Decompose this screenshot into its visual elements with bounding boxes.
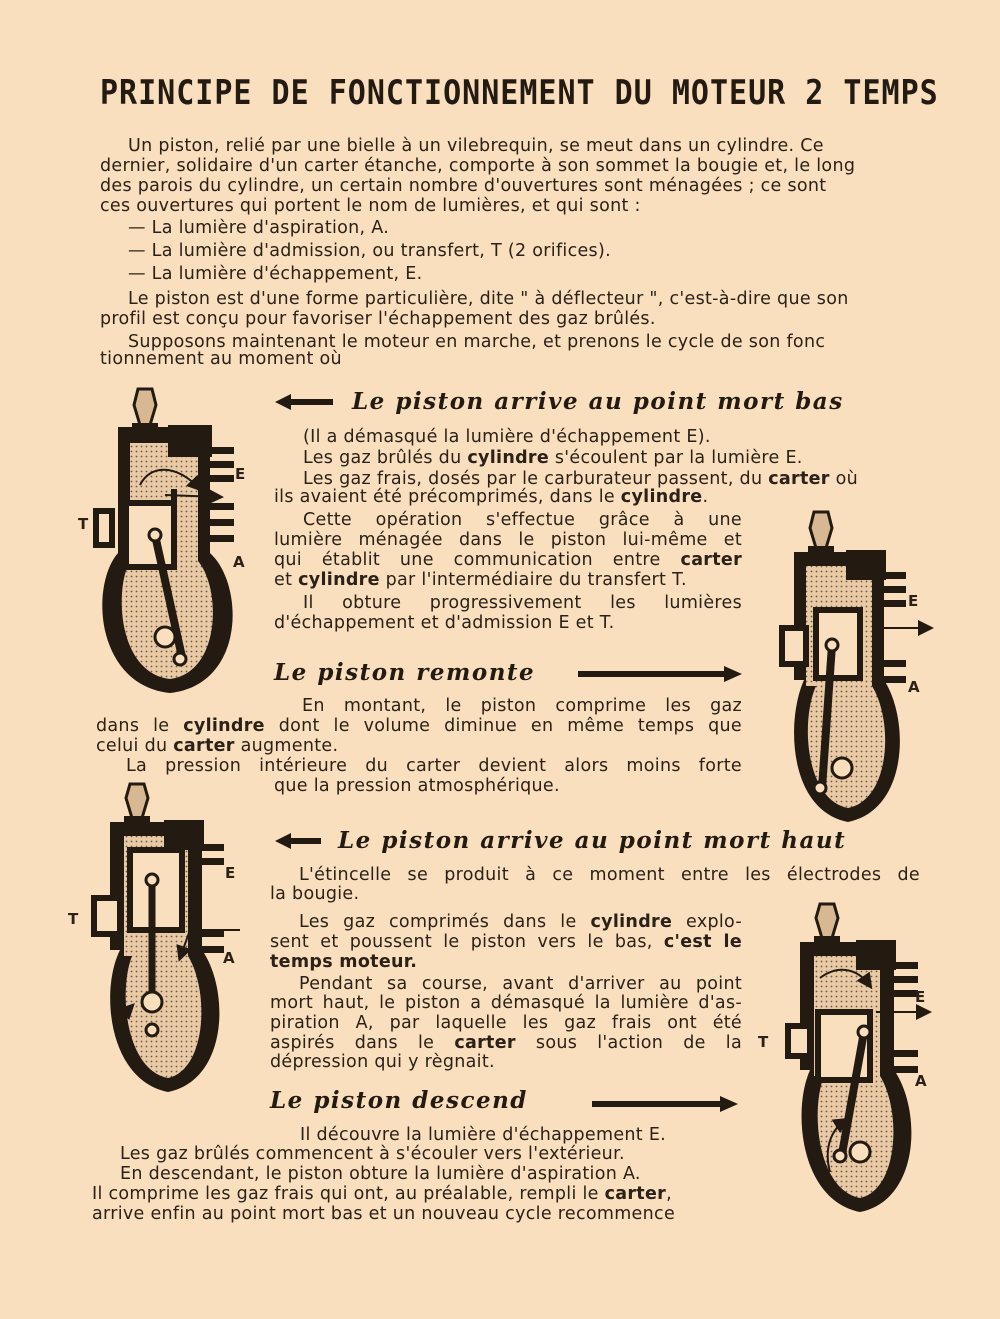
section-text: mort haut, le piston a démasqué la lumière d'as- <box>270 993 742 1013</box>
engine-diagram-remonte <box>760 510 950 830</box>
section-text: temps moteur. <box>270 952 418 972</box>
label-A: A <box>908 678 920 696</box>
section-text: ils avaient été précomprimés, dans le cylindre. <box>274 487 709 507</box>
section-text: Les gaz brûlés du cylindre s'écoulent par la lumière E. <box>303 448 803 468</box>
section-text: Il découvre la lumière d'échappement E. <box>300 1125 667 1145</box>
section-text: Il comprime les gaz frais qui ont, au préalable, rempli le carter, <box>92 1184 672 1204</box>
section-heading-point-mort-haut: Le piston arrive au point mort haut <box>338 827 847 854</box>
page-title: PRINCIPE DE FONCTIONNEMENT DU MOTEUR 2 TEMPS <box>100 74 939 114</box>
section-text: (Il a démasqué la lumière d'échappement E). <box>303 427 711 447</box>
list-item: — La lumière d'aspiration, A. <box>128 218 390 238</box>
section-text: piration A, par laquelle les gaz frais ont été <box>270 1013 742 1033</box>
arrow-left-icon <box>275 831 323 851</box>
section-text: En montant, le piston comprime les gaz <box>302 696 742 716</box>
section-text: Pendant sa course, avant d'arriver au point <box>299 974 742 994</box>
section-text: lumière ménagée dans le piston lui-même et <box>274 530 742 550</box>
arrow-left-icon <box>275 392 337 412</box>
section-text: En descendant, le piston obture la lumière d'aspiration A. <box>120 1164 641 1184</box>
section-text: celui du carter augmente. <box>96 736 339 756</box>
arrow-right-icon <box>592 1094 738 1114</box>
intro-line: Le piston est d'une forme particulière, dite " à déflecteur ", c'est-à-dire que son <box>128 289 849 309</box>
intro-line: tionnement au moment où <box>100 349 342 369</box>
label-E: E <box>915 988 926 1006</box>
label-E: E <box>908 592 919 610</box>
section-text: aspirés dans le carter sous l'action de la <box>270 1033 742 1053</box>
intro-line: Supposons maintenant le moteur en marche, et prenons le cycle de son fonc <box>128 332 826 352</box>
engine-diagram-descend <box>760 900 950 1220</box>
label-A: A <box>223 949 235 967</box>
intro-line: Un piston, relié par une bielle à un vilebrequin, se meut dans un cylindre. Ce <box>128 136 824 156</box>
section-text: sent et poussent le piston vers le bas, c'est le <box>270 932 743 952</box>
label-E: E <box>235 465 246 483</box>
label-T: T <box>78 515 89 533</box>
list-item: — La lumière d'échappement, E. <box>128 264 423 284</box>
section-text: la bougie. <box>270 884 360 904</box>
section-heading-point-mort-bas: Le piston arrive au point mort bas <box>352 388 844 415</box>
list-item: — La lumière d'admission, ou transfert, T (2 orifices). <box>128 241 611 261</box>
section-text: La pression intérieure du carter devient alors moins forte <box>126 756 742 776</box>
section-text: dépression qui y règnait. <box>270 1052 495 1072</box>
intro-line: profil est conçu pour favoriser l'échappement des gaz brûlés. <box>100 309 656 329</box>
section-text: dans le cylindre dont le volume diminue en même temps que <box>96 716 742 736</box>
section-text: qui établit une communication entre carter <box>274 550 742 570</box>
section-text: Les gaz frais, dosés par le carburateur passent, du carter où <box>303 469 858 489</box>
section-text: Cette opération s'effectue grâce à une <box>303 510 742 530</box>
intro-line: dernier, solidaire d'un carter étanche, comporte à son sommet la bougie et, le long <box>100 156 856 176</box>
section-heading-descend: Le piston descend <box>270 1087 528 1114</box>
label-T: T <box>68 910 79 928</box>
section-text: d'échappement et d'admission E et T. <box>274 613 615 633</box>
section-text: arrive enfin au point mort bas et un nouveau cycle recommence <box>92 1204 676 1224</box>
section-text: L'étincelle se produit à ce moment entre les électrodes de <box>299 865 920 885</box>
label-E: E <box>225 864 236 882</box>
intro-line: des parois du cylindre, un certain nombre d'ouvertures sont ménagées ; ce sont <box>100 176 827 196</box>
arrow-right-icon <box>578 664 742 684</box>
section-text: et cylindre par l'intermédiaire du transfert T. <box>274 570 687 590</box>
label-A: A <box>233 553 245 571</box>
section-heading-remonte: Le piston remonte <box>274 659 536 686</box>
section-text: que la pression atmosphérique. <box>274 776 560 796</box>
section-text: Les gaz brûlés commencent à s'écouler vers l'extérieur. <box>120 1144 625 1164</box>
label-T: T <box>758 1033 769 1051</box>
engine-diagram-point-mort-haut <box>70 780 260 1100</box>
section-text: Il obture progressivement les lumières <box>303 593 742 613</box>
engine-diagram-point-mort-bas <box>70 385 260 705</box>
intro-line: ces ouvertures qui portent le nom de lumières, et qui sont : <box>100 196 641 216</box>
section-text: Les gaz comprimés dans le cylindre explo- <box>299 912 742 932</box>
label-A: A <box>915 1072 927 1090</box>
